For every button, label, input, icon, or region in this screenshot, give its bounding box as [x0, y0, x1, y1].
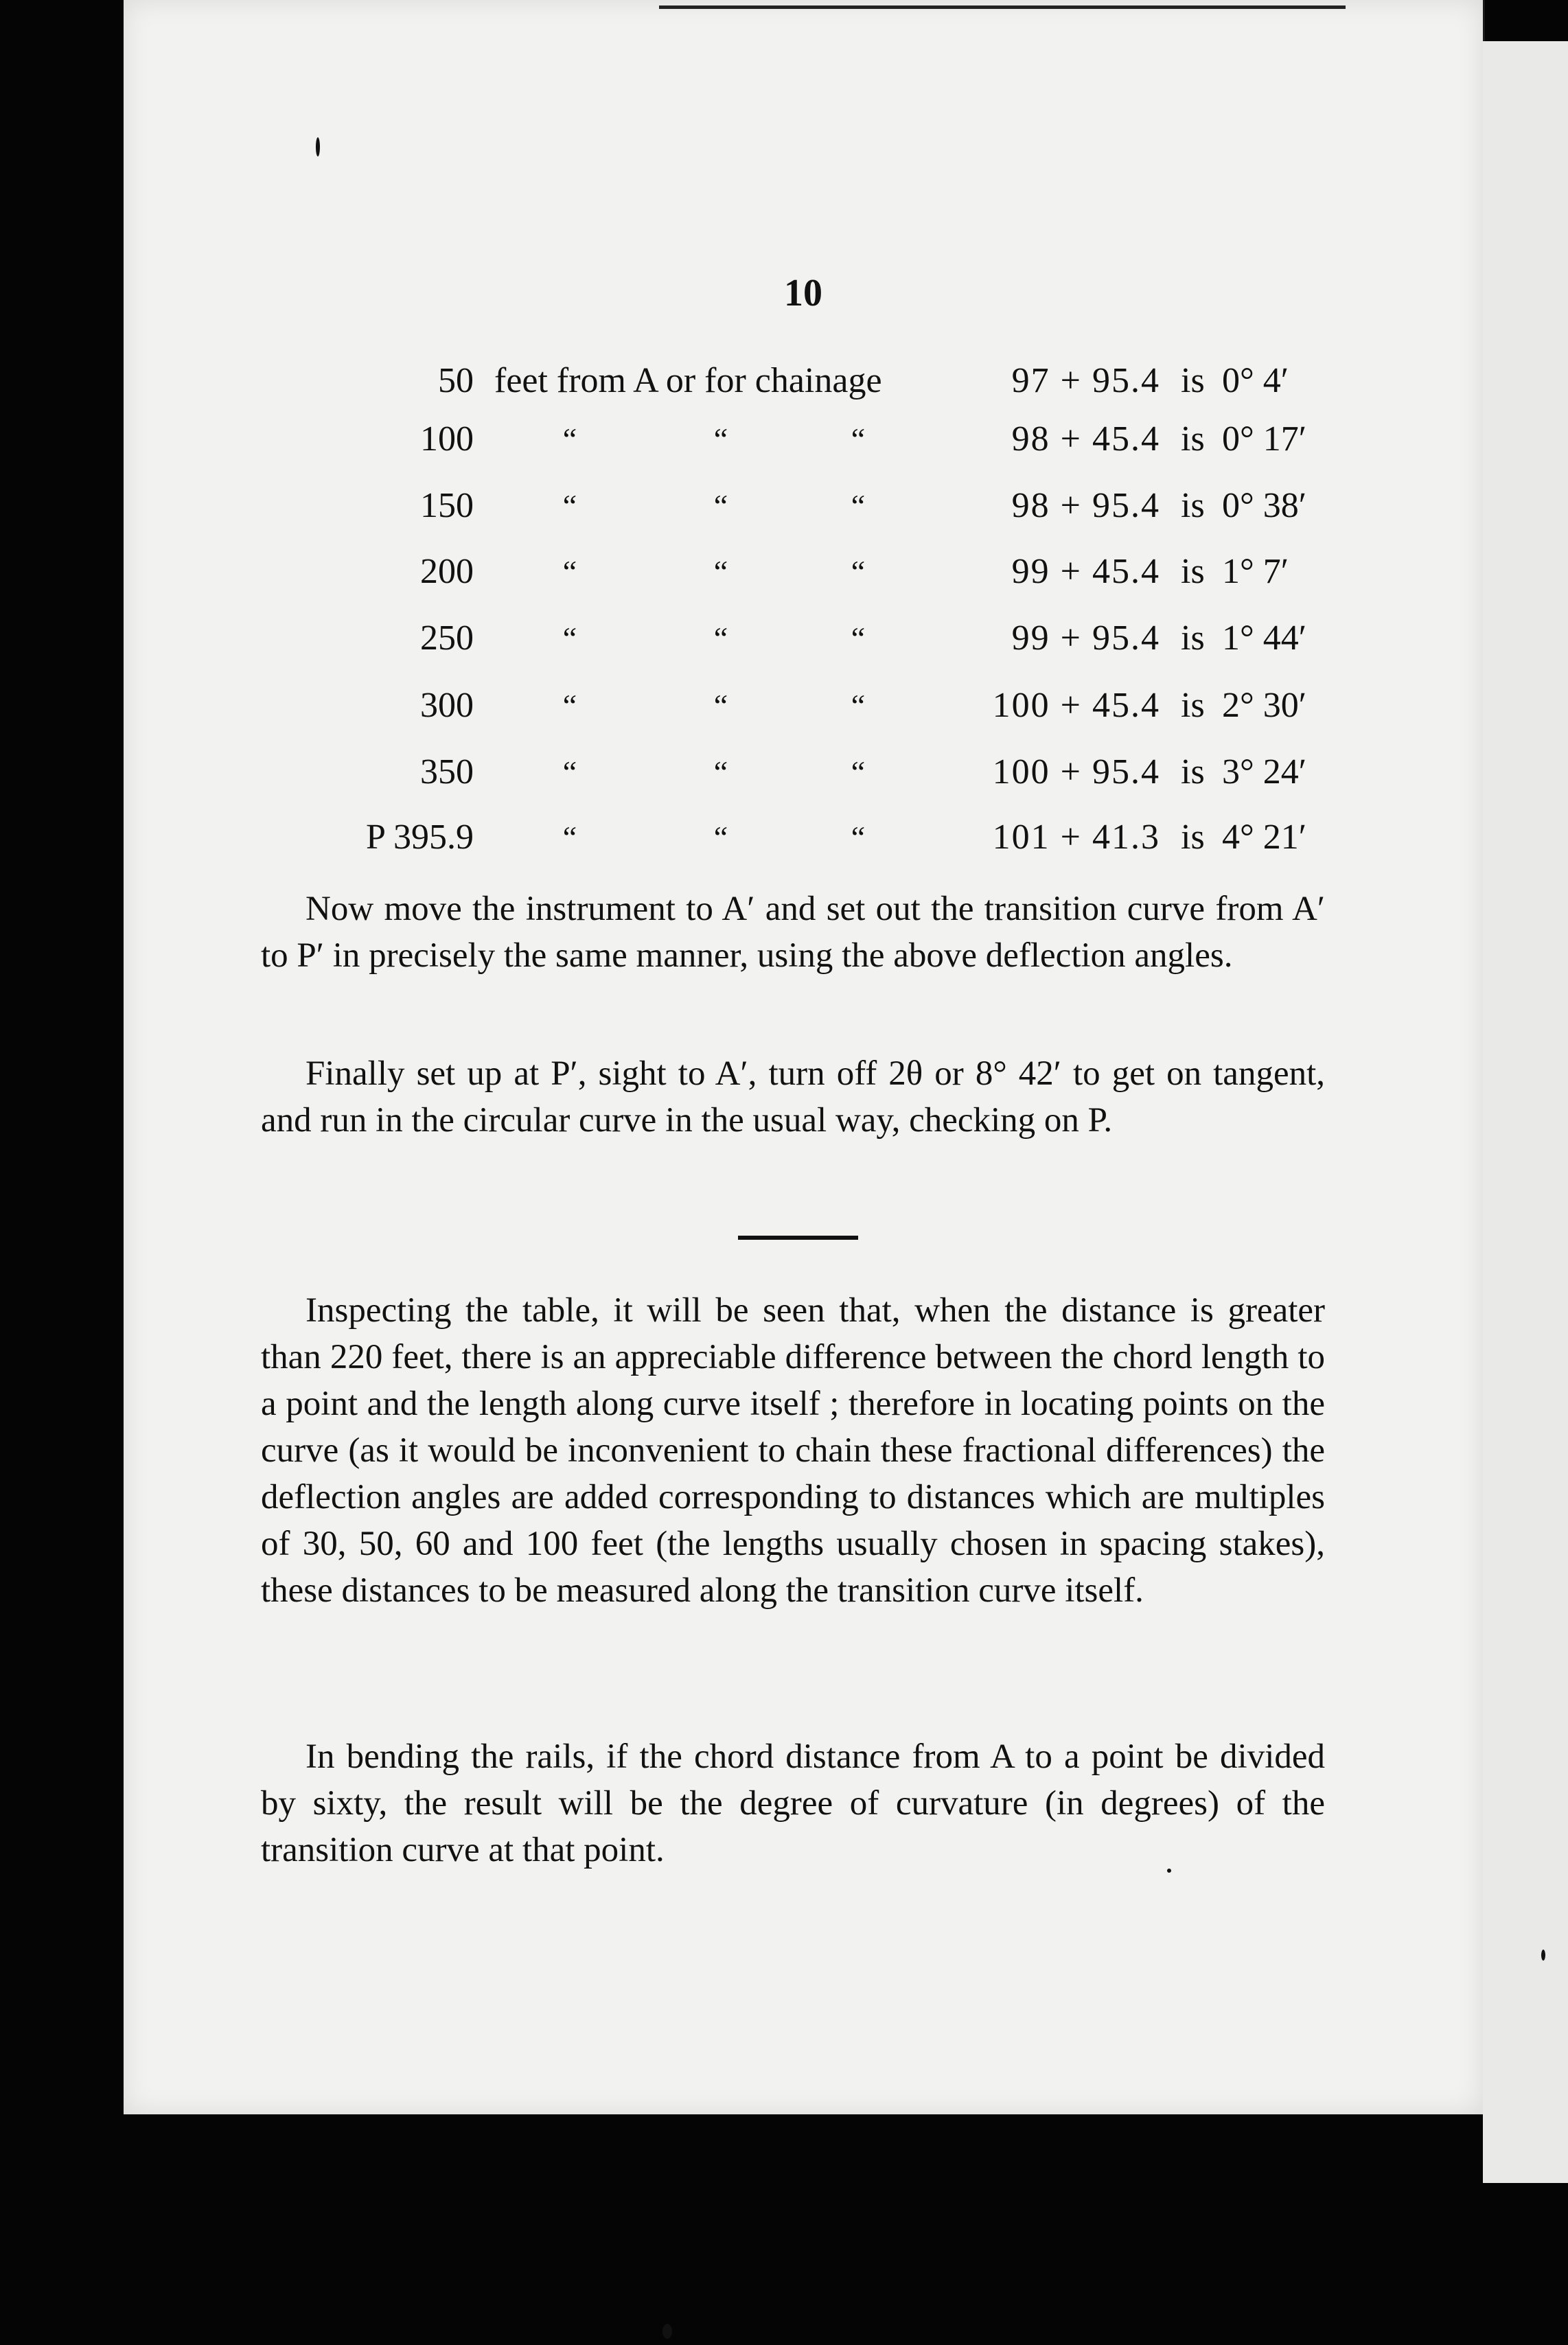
row-is: is — [1181, 686, 1205, 725]
row-angle: 2° 30′ — [1222, 686, 1307, 725]
row-chainage: 98 + 95.4 — [1011, 486, 1160, 525]
page-number: 10 — [784, 272, 822, 314]
section-divider — [738, 1236, 858, 1240]
ditto-mark: “ — [851, 488, 866, 523]
top-edge-line — [659, 5, 1346, 9]
row-chainage: 100 + 95.4 — [992, 752, 1160, 792]
ditto-mark: “ — [851, 554, 866, 589]
row-angle: 0° 17′ — [1222, 419, 1307, 459]
scan-speck — [1541, 1950, 1545, 1961]
row-chainage: 100 + 45.4 — [992, 686, 1160, 725]
ditto-mark: “ — [713, 554, 728, 589]
ditto-mark: “ — [713, 820, 728, 855]
row-distance: 50 — [438, 361, 474, 400]
row-distance: P 395.9 — [366, 818, 474, 857]
row-chainage: 98 + 45.4 — [1011, 419, 1160, 459]
row-angle: 1° 44′ — [1222, 619, 1307, 658]
row-is: is — [1181, 486, 1205, 525]
scan-speck — [662, 2324, 672, 2339]
row-chainage: 101 + 41.3 — [992, 818, 1160, 857]
row-from-text: feet from A or for chainage — [494, 361, 882, 400]
ditto-mark: “ — [713, 688, 728, 723]
ditto-mark: “ — [713, 421, 728, 457]
paragraph-inspecting-table: Inspecting the table, it will be seen that, when the distance is greater than 220 feet, there is an appreciable difference between the chord length to a point and the length along curve itself ; therefore in locating points on the curve (as it would be inconvenient to chain these fractional differences) the deflection angles are added corresponding to distances which are multiples of 30, 50, 60 and 100 feet (the lengths usually chosen in spacing stakes), these distances to be measured along the transition curve itself. — [261, 1291, 1325, 1610]
ditto-mark: “ — [851, 621, 866, 656]
ditto-mark: “ — [562, 754, 577, 789]
scan-speck — [316, 137, 320, 157]
row-distance: 350 — [420, 752, 474, 792]
row-distance: 100 — [420, 419, 474, 459]
row-angle: 0° 38′ — [1222, 486, 1307, 525]
paragraph-move-instrument: Now move the instrument to A′ and set out the transition curve from A′ to P′ in precisely the same manner, using the above deflection angles. — [261, 890, 1325, 975]
row-chainage: 99 + 95.4 — [1011, 619, 1160, 658]
ditto-mark: “ — [851, 820, 866, 855]
row-is: is — [1181, 419, 1205, 459]
row-distance: 150 — [420, 486, 474, 525]
row-chainage: 99 + 45.4 — [1011, 552, 1160, 591]
row-angle: 0° 4′ — [1222, 361, 1289, 400]
paragraph-bending-rails: In bending the rails, if the chord distance from A to a point be divided by sixty, the result will be the degree of curvature (in degrees) of the transition curve at that point. — [261, 1737, 1325, 1869]
ditto-mark: “ — [851, 754, 866, 789]
row-is: is — [1181, 752, 1205, 792]
ditto-mark: “ — [562, 554, 577, 589]
row-is: is — [1181, 361, 1205, 400]
row-is: is — [1181, 818, 1205, 857]
row-distance: 250 — [420, 619, 474, 658]
ditto-mark: “ — [851, 688, 866, 723]
ditto-mark: “ — [713, 488, 728, 523]
ditto-mark: “ — [713, 754, 728, 789]
row-is: is — [1181, 619, 1205, 658]
ditto-mark: “ — [562, 621, 577, 656]
row-chainage: 97 + 95.4 — [1011, 361, 1160, 400]
ditto-mark: “ — [713, 621, 728, 656]
row-distance: 200 — [420, 552, 474, 591]
row-angle: 4° 21′ — [1222, 818, 1307, 857]
ditto-mark: “ — [562, 820, 577, 855]
row-angle: 3° 24′ — [1222, 752, 1307, 792]
ditto-mark: “ — [562, 421, 577, 457]
scan-speck — [1167, 1869, 1171, 1873]
row-is: is — [1181, 552, 1205, 591]
ditto-mark: “ — [562, 488, 577, 523]
next-page-edge — [1483, 41, 1568, 2183]
ditto-mark: “ — [851, 421, 866, 457]
row-distance: 300 — [420, 686, 474, 725]
paragraph-finally-set-up: Finally set up at P′, sight to A′, turn off 2θ or 8° 42′ to get on tangent, and run in the circular curve in the usual way, checking on P. — [261, 1054, 1325, 1140]
row-angle: 1° 7′ — [1222, 552, 1289, 591]
ditto-mark: “ — [562, 688, 577, 723]
